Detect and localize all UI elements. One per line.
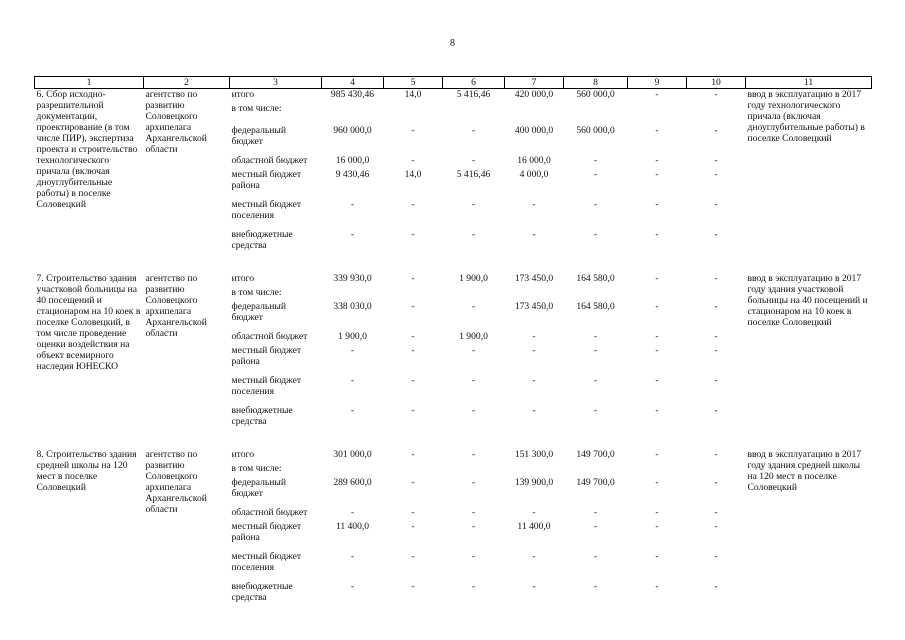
amount-cell: 16 000,0 (517, 154, 551, 166)
amount-cell: 400 000,0 (514, 124, 554, 136)
project-executor: агентство по развитию Соловецкого архипелага Архангельской области (145, 448, 207, 515)
amount-cell (322, 287, 384, 301)
amount-cell: - (593, 520, 598, 532)
column-number-header: 7 (505, 77, 564, 89)
amount-cell: - (714, 300, 718, 312)
expected-result: ввод в эксплуатацию в 2017 году здания участковой больницы на 40 посещений и стационаром на 10 коек в поселке Соловецкий (747, 272, 868, 328)
amount-cell: 151 300,0 (514, 448, 554, 460)
funding-source: итого (231, 448, 254, 460)
amount-cell: - (471, 300, 476, 312)
funding-source: местный бюджет района (231, 344, 302, 367)
amount-cell: - (714, 228, 718, 240)
project-title: 8. Строительство здания средней школы на 120 мест в поселке Соловецкий (36, 448, 137, 493)
funding-source: внебюджетные средства (231, 228, 293, 251)
amount-cell: - (714, 272, 718, 284)
amount-cell: - (411, 124, 415, 136)
funding-source: местный бюджет района (231, 520, 302, 543)
project-executor: агентство по развитию Соловецкого архипелага Архангельской области (145, 272, 207, 339)
amount-cell: - (655, 580, 659, 592)
amount-cell: - (471, 228, 476, 240)
amount-cell: - (471, 520, 476, 532)
amount-cell: - (655, 520, 659, 532)
funding-source: местный бюджет поселения (231, 374, 302, 397)
amount-cell: - (350, 580, 355, 592)
amount-cell: - (411, 154, 415, 166)
amount-cell: - (411, 476, 415, 488)
amount-cell: - (655, 448, 659, 460)
amount-cell: 560 000,0 (576, 124, 615, 136)
amount-cell: - (350, 506, 355, 518)
amount-cell: - (471, 124, 476, 136)
amount-cell (384, 287, 443, 301)
amount-cell (505, 463, 564, 477)
amount-cell: - (714, 124, 718, 136)
amount-cell: - (532, 404, 536, 416)
amount-cell: 11 400,0 (335, 520, 370, 532)
amount-cell: 11 400,0 (517, 520, 551, 532)
amount-cell: 14,0 (384, 89, 443, 103)
amount-cell: - (411, 374, 415, 386)
amount-cell: - (655, 272, 659, 284)
spacer-cell (35, 259, 872, 273)
project-executor: агентство по развитию Соловецкого архипелага Архангельской области (144, 89, 230, 259)
funding-source: местный бюджет района (231, 168, 302, 191)
page-number: 8 (450, 38, 455, 49)
project-title: 6. Сбор исходно-разрешительной документации, проектирование (в том числе ПИР), экспертиза проекта и строительство технологического причала (включая дноуглубительные работы) в поселке Соловецкий (35, 89, 144, 259)
amount-cell: 5 416,46 (443, 89, 505, 103)
column-number-header: 4 (322, 77, 384, 89)
amount-cell: - (593, 154, 598, 166)
amount-cell: - (655, 168, 659, 180)
amount-cell: - (714, 168, 718, 180)
amount-cell: - (714, 374, 718, 386)
funding-source: областной бюджет (231, 154, 308, 166)
funding-source: в том числе: (231, 462, 282, 474)
amount-cell: 5 416,46 (456, 168, 491, 180)
amount-cell: 164 580,0 (576, 272, 615, 284)
amount-cell: 1 900,0 (459, 272, 488, 284)
amount-cell (687, 463, 746, 477)
amount-cell: 960 000,0 (333, 124, 372, 136)
amount-cell: - (350, 550, 355, 562)
amount-cell: - (411, 550, 415, 562)
amount-cell: - (655, 228, 659, 240)
amount-cell: - (532, 550, 536, 562)
amount-cell: - (593, 550, 598, 562)
amount-cell: - (471, 550, 476, 562)
amount-cell: 301 000,0 (333, 448, 372, 460)
amount-cell: - (471, 506, 476, 518)
amount-cell (564, 287, 628, 301)
column-number-header: 5 (384, 77, 443, 89)
funding-source: итого (230, 89, 322, 103)
funding-source: местный бюджет поселения (231, 550, 302, 573)
amount-cell: - (471, 344, 476, 356)
amount-cell: - (593, 404, 598, 416)
amount-cell: 338 030,0 (333, 300, 372, 312)
amount-cell: - (593, 330, 598, 342)
amount-cell: 1 900,0 (459, 330, 488, 342)
amount-cell: - (532, 198, 536, 210)
funding-source: итого (231, 272, 254, 284)
column-number-header: 3 (230, 77, 322, 89)
amount-cell: - (350, 344, 355, 356)
funding-source: областной бюджет (231, 506, 308, 518)
project-title: 7. Строительство здания участковой больницы на 40 посещений и стационаром на 10 коек в поселке Соловецкий, в том числе проведение оценки воздействия на объект всемирного наследия ЮНЕСКО (36, 272, 141, 372)
funding-source: в том числе: (231, 102, 282, 114)
spacer-cell (35, 435, 872, 449)
amount-cell: 560 000,0 (564, 89, 628, 103)
column-number-header: 6 (443, 77, 505, 89)
amount-cell: - (350, 198, 355, 210)
amount-cell: - (411, 330, 415, 342)
amount-cell: 149 700,0 (576, 476, 615, 488)
amount-cell: - (532, 330, 536, 342)
section-spacer (35, 259, 872, 273)
amount-cell: - (532, 506, 536, 518)
amount-cell: 139 900,0 (514, 476, 554, 488)
amount-cell (443, 287, 505, 301)
table-row (35, 273, 872, 287)
column-number-header: 10 (687, 77, 746, 89)
amount-cell: - (593, 374, 598, 386)
funding-source: внебюджетные средства (231, 580, 293, 603)
amount-cell: - (593, 168, 598, 180)
column-number-header: 1 (35, 77, 144, 89)
funding-source: федеральный бюджет (231, 300, 287, 323)
amount-cell: - (350, 228, 355, 240)
amount-cell (687, 103, 746, 125)
amount-cell: - (655, 124, 659, 136)
amount-cell: - (471, 374, 476, 386)
expected-result: ввод в эксплуатацию в 2017 году здания средней школы на 120 мест в поселке Соловецкий (747, 448, 862, 493)
amount-cell (628, 463, 687, 477)
amount-cell (384, 463, 443, 477)
amount-cell (687, 287, 746, 301)
amount-cell: - (471, 448, 476, 460)
amount-cell: - (593, 506, 598, 518)
amount-cell: 164 580,0 (576, 300, 615, 312)
column-number-header: 9 (628, 77, 687, 89)
amount-cell: 420 000,0 (505, 89, 564, 103)
amount-cell: - (411, 448, 415, 460)
amount-cell: - (411, 520, 415, 532)
amount-cell: 14,0 (404, 168, 422, 180)
amount-cell: - (532, 228, 536, 240)
amount-cell: - (593, 344, 598, 356)
amount-cell: - (714, 448, 718, 460)
column-number-header: 8 (564, 77, 628, 89)
amount-cell (564, 463, 628, 477)
amount-cell (564, 103, 628, 125)
amount-cell: - (471, 198, 476, 210)
amount-cell: - (532, 374, 536, 386)
amount-cell: - (714, 520, 718, 532)
table-header-row (35, 77, 872, 89)
amount-cell: - (593, 198, 598, 210)
amount-cell: - (714, 154, 718, 166)
amount-cell: - (655, 476, 659, 488)
amount-cell: - (655, 374, 659, 386)
amount-cell: - (655, 506, 659, 518)
amount-cell: 289 600,0 (333, 476, 372, 488)
funding-source: федеральный бюджет (231, 476, 287, 499)
amount-cell: - (411, 300, 415, 312)
amount-cell: - (593, 228, 598, 240)
amount-cell: - (532, 580, 536, 592)
amount-cell: - (714, 580, 718, 592)
amount-cell (505, 103, 564, 125)
amount-cell: - (350, 374, 355, 386)
amount-cell (443, 463, 505, 477)
amount-cell: 16 000,0 (335, 154, 370, 166)
amount-cell: - (714, 506, 718, 518)
amount-cell: - (593, 580, 598, 592)
amount-cell: - (714, 404, 718, 416)
amount-cell: - (471, 476, 476, 488)
amount-cell: - (628, 89, 687, 103)
amount-cell: - (411, 344, 415, 356)
budget-table (34, 76, 872, 611)
amount-cell: - (714, 476, 718, 488)
amount-cell: 1 900,0 (338, 330, 367, 342)
funding-source: местный бюджет поселения (231, 198, 302, 221)
amount-cell (628, 103, 687, 125)
amount-cell: 985 430,46 (322, 89, 384, 103)
amount-cell: 4 000,0 (519, 168, 549, 180)
amount-cell: - (532, 344, 536, 356)
amount-cell: - (471, 404, 476, 416)
amount-cell: - (714, 198, 718, 210)
amount-cell: - (471, 154, 476, 166)
amount-cell: - (655, 404, 659, 416)
amount-cell: - (655, 154, 659, 166)
amount-cell: - (411, 228, 415, 240)
amount-cell: 173 450,0 (514, 272, 554, 284)
funding-source: федеральный бюджет (231, 124, 287, 147)
amount-cell (384, 103, 443, 125)
amount-cell (505, 287, 564, 301)
table-row (35, 449, 872, 463)
amount-cell: - (411, 404, 415, 416)
amount-cell: 149 700,0 (576, 448, 615, 460)
amount-cell: 9 430,46 (335, 168, 370, 180)
amount-cell: 173 450,0 (514, 300, 554, 312)
expected-result: ввод в эксплуатацию в 2017 году технологического причала (включая дноуглубительные работы) в поселке Соловецкий (746, 89, 872, 259)
column-number-header: 11 (746, 77, 872, 89)
amount-cell: - (411, 580, 415, 592)
funding-source: областной бюджет (231, 330, 308, 342)
funding-source: в том числе: (231, 286, 282, 298)
section-spacer (35, 435, 872, 449)
amount-cell: 339 930,0 (333, 272, 372, 284)
amount-cell: - (411, 198, 415, 210)
amount-cell: - (411, 506, 415, 518)
funding-source: внебюджетные средства (231, 404, 293, 427)
amount-cell: - (714, 550, 718, 562)
amount-cell: - (655, 344, 659, 356)
amount-cell: - (411, 272, 415, 284)
amount-cell: - (655, 300, 659, 312)
amount-cell (443, 103, 505, 125)
amount-cell (322, 463, 384, 477)
amount-cell: - (714, 330, 718, 342)
amount-cell: - (655, 550, 659, 562)
amount-cell: - (471, 580, 476, 592)
amount-cell: - (714, 344, 718, 356)
amount-cell: - (655, 330, 659, 342)
amount-cell: - (687, 89, 746, 103)
table-row (35, 89, 872, 103)
amount-cell: - (350, 404, 355, 416)
amount-cell (322, 103, 384, 125)
amount-cell: - (655, 198, 659, 210)
column-number-header: 2 (144, 77, 230, 89)
amount-cell (628, 287, 687, 301)
